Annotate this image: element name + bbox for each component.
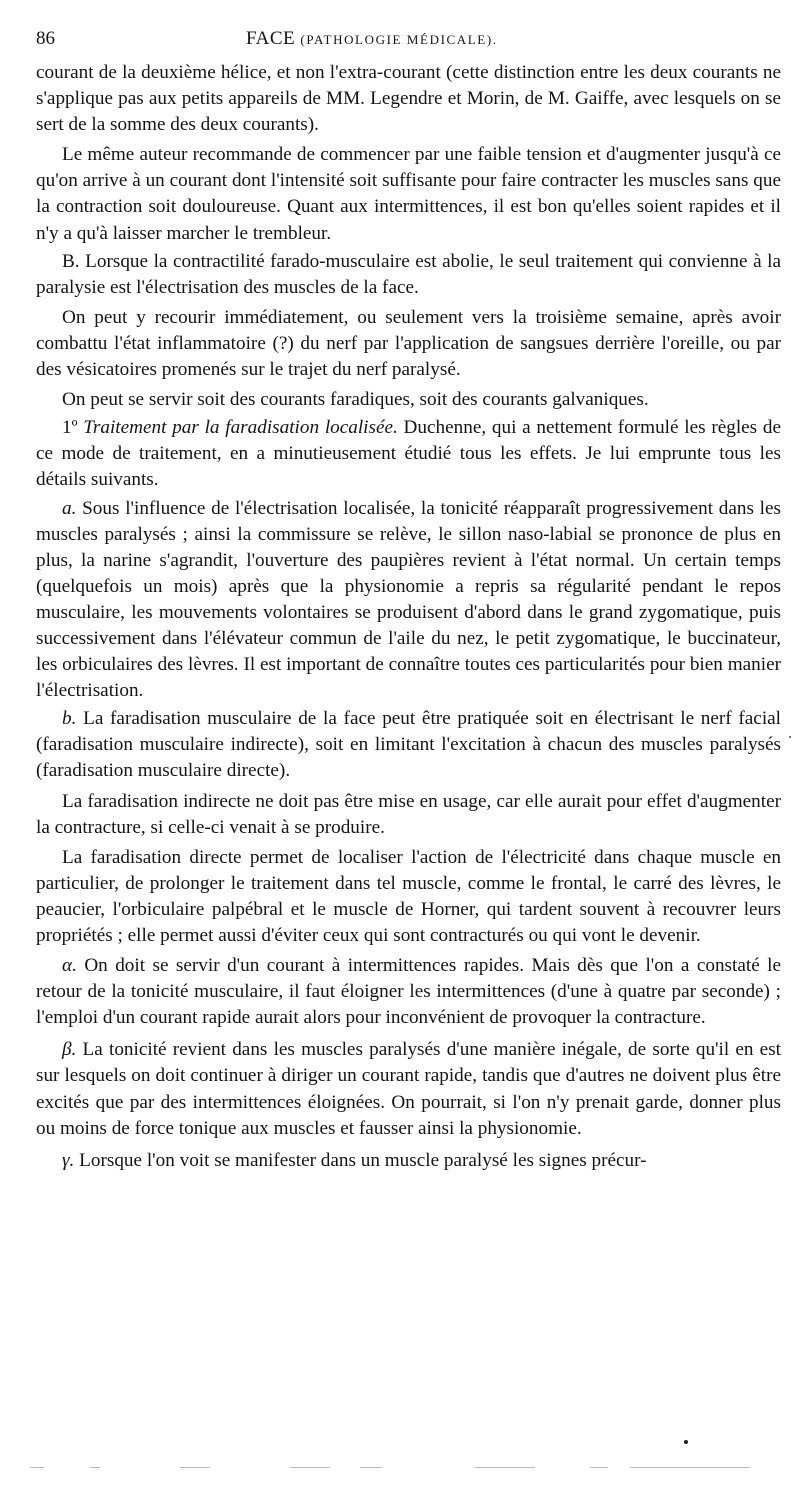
paragraph-indirecte: La faradisation indirecte ne doit pas être mise en usage, car elle aurait pour effet d'augmenter la contracture, si celle-ci venait à se produire. [36, 790, 781, 838]
paragraph-b-abolie: B. Lorsque la contractilité farado-musculaire est abolie, le seul traitement qui convienne à la paralysie est l'électrisation des muscles de la face. [36, 250, 781, 298]
scan-dash [630, 1467, 750, 1468]
paragraph-alpha [36, 953, 781, 1031]
running-title-subtitle: (PATHOLOGIE MÉDICALE). [300, 32, 498, 47]
page-number: 86 [36, 28, 55, 49]
paragraph-continued: courant de la deuxième hélice, et non l'extra-courant (cette distinction entre les deux courants ne s'applique pas aux petits appareils de MM. Legendre et Morin, de M. Gaiffe, avec lesquels on se sert de la somme des deux courants). [36, 62, 781, 136]
paragraph-faradisation-localisee [36, 415, 781, 493]
scan-dash [475, 1467, 535, 1468]
paragraph-a [36, 496, 781, 705]
item-text-gamma: Lorsque l'on voit se manifester dans un muscle paralysé les signes précur- [74, 1149, 647, 1171]
scan-dash [590, 1467, 608, 1468]
item-label-b: b. [62, 708, 77, 730]
scan-dash [30, 1467, 44, 1468]
paragraph-directe: La faradisation directe permet de localiser l'action de l'électricité dans chaque muscle en particulier, de prolonger le traitement dans tel muscle, comme le frontal, le carré des lèvres, le peaucier, l'orbiculaire palpébral et le muscle de Horner, qui tardent souvent à recouvrer leurs propriétés ; elle permet aussi d'éviter ceux qui sont contracturés ou qui vont le devenir. [36, 846, 781, 946]
scan-dash [180, 1467, 210, 1468]
section-text: Duchenne, qui a nettement formulé les règles de ce mode de traitement, en a minutieusement étudié tous les effets. Je lui emprunte tous les détails suivants. [36, 417, 781, 491]
paragraph-courants: On peut se servir soit des courants faradiques, soit des courants galvaniques. [62, 389, 649, 411]
page [36, 26, 781, 1174]
item-text-b: La faradisation musculaire de la face peut être pratiquée soit en électrisant le nerf facial (faradisation musculaire indirecte), soit en limitant l'excitation à chacun des muscles paralysés (faradisation musculaire directe). [36, 708, 781, 782]
item-text-a: Sous l'influence de l'électrisation localisée, la tonicité réapparaît progressivement dans les muscles paralysés ; ainsi la commissure se relève, le sillon naso-labial se prononce de plus en plus, la narine s'agrandit, l'ouverture des paupières revient à l'état normal. Un certain temps (quelquefois un mois) après que la physionomie a repris sa régularité pendant le repos musculaire, les mouvements volontaires se produisent d'abord dans le grand zygomatique, puis successivement dans l'élévateur commun de l'aile du nez, le petit zygomatique, le buccinateur, les orbiculaires des lèvres. Il est important de connaître toutes ces particularités pour bien manier l'électrisation. [36, 497, 781, 702]
running-head [36, 26, 781, 60]
item-label-gamma: γ. [62, 1149, 75, 1171]
item-text-alpha: On doit se servir d'un courant à intermittences rapides. Mais dès que l'on a constaté le retour de la tonicité musculaire, il faut éloigner les intermittences (d'une à quatre par seconde) ; l'emploi d'un courant rapide aurait alors pour inconvénient de provoquer la contracture. [36, 955, 781, 1029]
paragraph-b [36, 706, 781, 784]
paragraph-tension: Le même auteur recommande de commencer par une faible tension et d'augmenter jusqu'à ce qu'on arrive à un courant dont l'intensité soit suffisante pour faire contracter les muscles sans que la contraction soit douloureuse. Quant aux intermittences, il est bon qu'elles soient rapides et il n'y a qu'à laisser marcher le trembleur. [36, 144, 781, 244]
running-title-main: FACE [246, 28, 296, 49]
scan-dash [90, 1467, 100, 1468]
item-text-beta: La tonicité revient dans les muscles paralysés d'une manière inégale, de sorte qu'il en est sur lesquels on doit continuer à diriger un courant rapide, tandis que d'autres ne doivent plus être excités que par des intermittences éloignées. On pourrait, si l'on n'y prenait garde, donner plus ou moins de force tonique aux muscles et fausser ainsi la physionomie. [36, 1039, 781, 1139]
item-label-alpha: α. [62, 955, 77, 977]
running-title [246, 28, 498, 50]
scan-speck [789, 736, 791, 738]
item-label-beta: β. [62, 1039, 77, 1061]
scan-dash [360, 1467, 382, 1468]
item-label-a: a. [62, 497, 77, 519]
scan-bleed-marks [30, 1462, 770, 1472]
paragraph-recourir: On peut y recourir immédiatement, ou seulement vers la troisième semaine, après avoir combattu l'état inflammatoire (?) du nerf par l'application de sangsues derrière l'oreille, ou par des vésicatoires promenés sur le trajet du nerf paralysé. [36, 306, 781, 381]
section-title: Traitement par la faradisation localisée. [83, 417, 398, 439]
scan-speck-footer [684, 1440, 688, 1444]
paragraph-beta [36, 1037, 781, 1141]
body-text [36, 60, 781, 1174]
paragraph-gamma [36, 1148, 781, 1174]
scan-dash [290, 1467, 330, 1468]
section-number: 1º [62, 417, 84, 439]
